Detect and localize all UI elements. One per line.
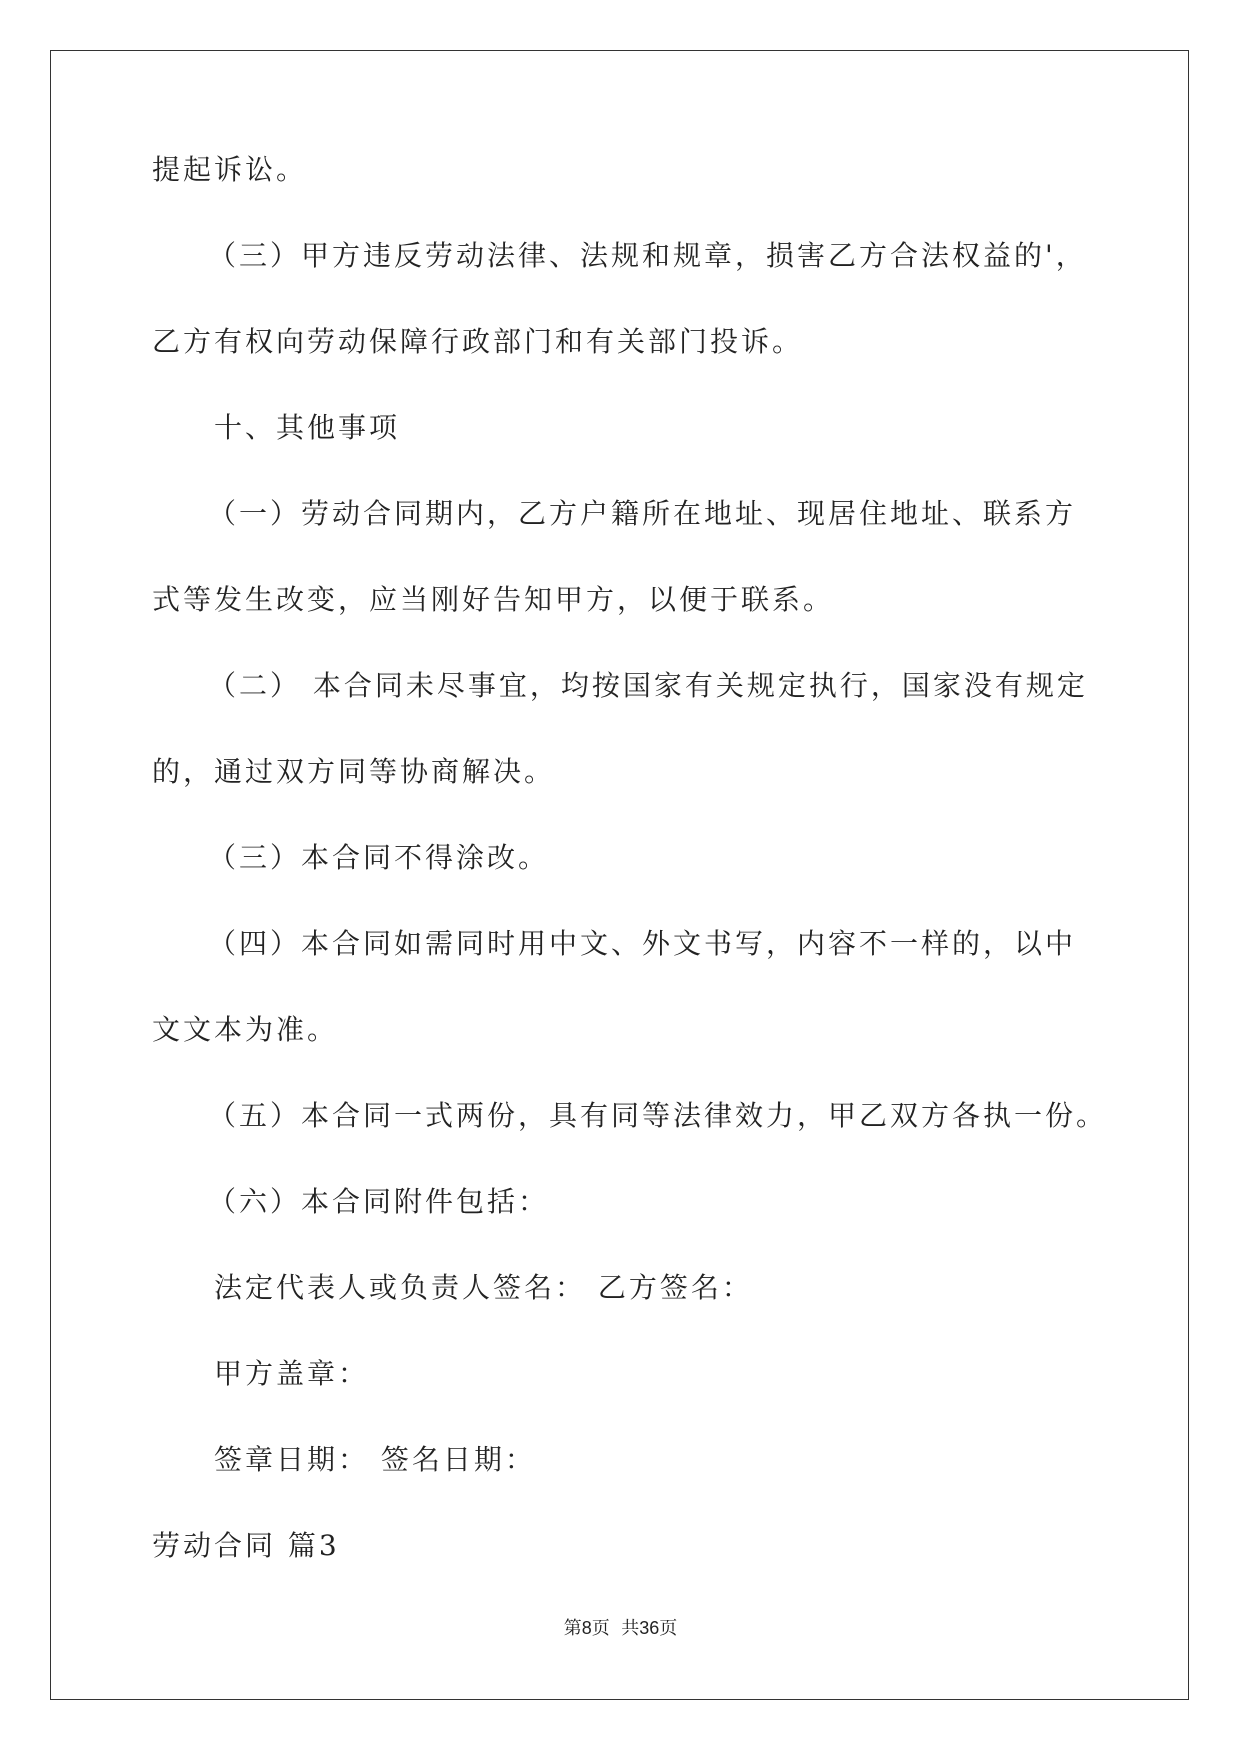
text-line-6: 式等发生改变，应当刚好告知甲方，以便于联系。 bbox=[152, 583, 835, 616]
text-line-10: （四）本合同如需同时用中文、外文书写，内容不一样的，以中 bbox=[208, 927, 1077, 960]
chapter-title: 劳动合同 篇3 bbox=[152, 1529, 340, 1562]
signature-line: 法定代表人或负责人签名： 乙方签名： bbox=[214, 1271, 753, 1304]
section-heading: 十、其他事项 bbox=[214, 411, 401, 444]
page-footer bbox=[0, 1616, 1241, 1641]
text-line-2: （三）甲方违反劳动法律、法规和规章，损害乙方合法权益的'， bbox=[208, 239, 1087, 272]
text-line-11: 文文本为准。 bbox=[152, 1013, 339, 1046]
text-line-12: （五）本合同一式两份，具有同等法律效力，甲乙双方各执一份。 bbox=[208, 1099, 1108, 1132]
text-line-9: （三）本合同不得涂改。 bbox=[208, 841, 550, 874]
footer-mid: 页 共 bbox=[591, 1618, 640, 1639]
text-line-7: （二） 本合同未尽事宜，均按国家有关规定执行，国家没有规定 bbox=[208, 669, 1088, 702]
seal-line: 甲方盖章： bbox=[214, 1357, 370, 1390]
date-line: 签章日期： 签名日期： bbox=[214, 1443, 536, 1476]
text-line-5: （一）劳动合同期内，乙方户籍所在地址、现居住地址、联系方 bbox=[208, 497, 1077, 530]
footer-suffix: 页 bbox=[659, 1618, 678, 1639]
footer-total-pages: 36 bbox=[639, 1618, 660, 1638]
footer-prefix: 第 bbox=[563, 1618, 582, 1639]
text-line-8: 的，通过双方同等协商解决。 bbox=[152, 755, 556, 788]
text-line-13: （六）本合同附件包括： bbox=[208, 1185, 550, 1218]
footer-page-number: 8 bbox=[581, 1618, 592, 1638]
text-line-3: 乙方有权向劳动保障行政部门和有关部门投诉。 bbox=[152, 325, 804, 358]
text-line-1: 提起诉讼。 bbox=[152, 153, 308, 186]
